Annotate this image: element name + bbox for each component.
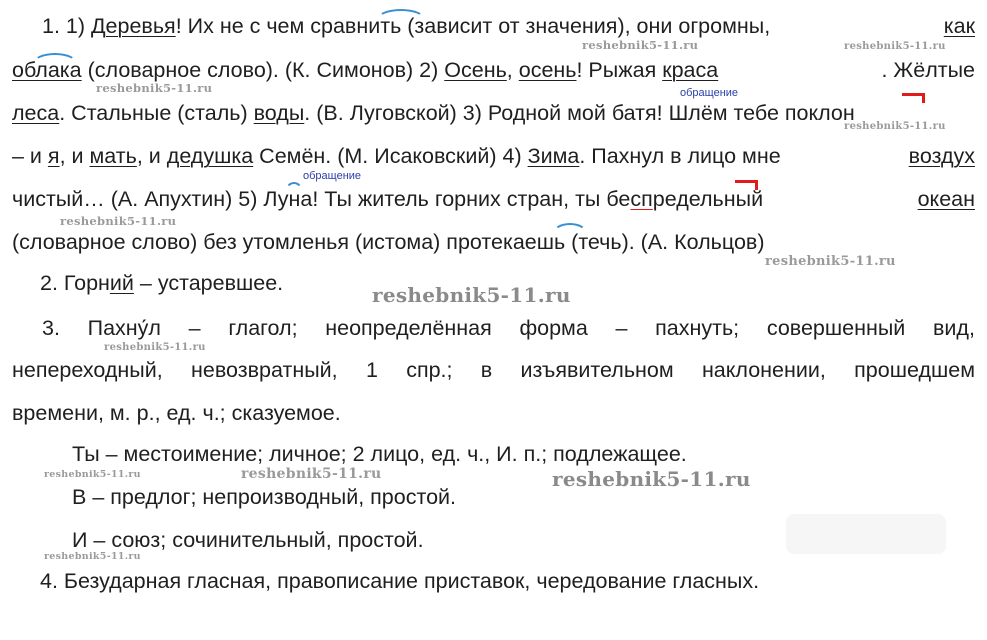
text: ! Рыжая [576, 58, 663, 82]
p4 [40, 568, 759, 594]
watermark: reshebnik5-11.ru [844, 121, 946, 132]
faint-overlay [786, 514, 946, 554]
text: . Жёлтые [881, 58, 975, 82]
underlined-word: воды [253, 101, 305, 125]
watermark: reshebnik5-11.ru [552, 467, 751, 491]
appeal-note-1: обращение [680, 87, 739, 99]
word: глагол; [228, 316, 298, 340]
text: чистый… (А. Апухтин) 5) Луна! Ты житель горних стран, ты бе [12, 187, 631, 211]
appeal-note-2: обращение [303, 170, 362, 182]
word: невозвратный, [191, 358, 338, 382]
analysis-ty [72, 441, 687, 467]
word: пахнуть; [655, 316, 740, 340]
underlined-ending: ий [109, 271, 134, 295]
word: в [480, 358, 493, 382]
text: – устаревшее. [133, 271, 284, 295]
underlined-word: дедушка [166, 144, 254, 168]
text: (словарное слово). (К. Симонов) 2) [81, 58, 445, 82]
text: И – союз; сочинительный, простой. [72, 528, 424, 552]
text: 1. 1) [42, 14, 91, 38]
underlined-word: Зима [527, 144, 580, 168]
watermark: reshebnik5-11.ru [582, 38, 699, 52]
underlined-word: осень [518, 58, 577, 82]
watermark: reshebnik5-11.ru [765, 254, 896, 269]
word: 1 [365, 358, 378, 382]
word: вид, [932, 316, 975, 340]
intonation-arc [285, 182, 303, 192]
watermark: reshebnik5-11.ru [241, 466, 382, 482]
watermark: reshebnik5-11.ru [44, 551, 141, 562]
p1-line-4 [12, 143, 975, 169]
p2 [40, 270, 283, 296]
text: Ты – местоимение; личное; 2 лицо, ед. ч., И. п.; подлежащее. [72, 442, 687, 466]
word: Пахну́л [87, 316, 161, 340]
text: , и [59, 144, 90, 168]
word: изъявительном [520, 358, 674, 382]
text: 4. Безударная гласная, правописание приставок, чередование гласных. [40, 569, 760, 593]
underlined-word: Осень [444, 58, 507, 82]
prefix-bracket [902, 93, 925, 103]
p1-line-5 [12, 186, 975, 212]
text: Семён. (М. Исаковский) 4) [253, 144, 528, 168]
text: , [506, 58, 519, 82]
underlined-word: Деревья [91, 14, 176, 38]
word: форма [519, 316, 588, 340]
analysis-i [72, 527, 424, 553]
underlined-word: краса [662, 58, 719, 82]
intonation-arc [377, 9, 425, 19]
word: – [188, 316, 201, 340]
underlined-word: я [47, 144, 60, 168]
underlined-word: мать [89, 144, 137, 168]
analysis-v [72, 484, 456, 510]
underlined-word: как [943, 14, 975, 38]
watermark: reshebnik5-11.ru [104, 342, 206, 353]
intonation-arc [553, 223, 587, 233]
text: – и [12, 144, 48, 168]
text: . (В. Луговской) 3) Родной мой батя! Шлём тебе поклон [304, 101, 855, 125]
word: – [615, 316, 628, 340]
p1-line-2 [12, 57, 975, 83]
p3-line-2 [12, 357, 975, 383]
text: ! Их не с чем сравнить (зависит от значения), они огромны, [175, 14, 777, 38]
intonation-arc [33, 53, 77, 63]
watermark: reshebnik5-11.ru [844, 41, 946, 52]
p3-line-1 [42, 315, 975, 341]
prefix-bracket [735, 180, 758, 190]
watermark: reshebnik5-11.ru [60, 214, 177, 228]
word: непереходный, [12, 358, 163, 382]
p1-line-3 [12, 100, 975, 126]
text: , и [136, 144, 167, 168]
word: наклонении, [701, 358, 826, 382]
watermark: reshebnik5-11.ru [96, 81, 213, 95]
watermark: reshebnik5-11.ru [372, 283, 571, 307]
text: 2. Горн [40, 271, 110, 295]
word: совершенный [766, 316, 906, 340]
underlined-word: океан [917, 187, 975, 211]
p1-line-6 [12, 229, 765, 255]
word: 3. [42, 316, 60, 340]
text: редельный [652, 187, 770, 211]
underlined-word: леса [12, 101, 60, 125]
word: прошедшем [854, 358, 975, 382]
text: . Пахнул в лицо мне [579, 144, 787, 168]
underlined-prefix: сп [630, 187, 653, 211]
word: спр.; [406, 358, 453, 382]
underlined-word: воздух [908, 144, 975, 168]
p1-line-1 [42, 13, 975, 39]
text: . Стальные (сталь) [59, 101, 254, 125]
text: времени, м. р., ед. ч.; сказуемое. [12, 401, 341, 425]
p3-line-3 [12, 400, 341, 426]
word: неопределённая [325, 316, 492, 340]
underlined-word: облака [12, 58, 82, 82]
watermark: reshebnik5-11.ru [44, 469, 141, 480]
text: (словарное слово) без утомленья (истома) протекаешь (течь). (А. Кольцов) [12, 230, 765, 254]
text: В – предлог; непроизводный, простой. [72, 485, 457, 509]
